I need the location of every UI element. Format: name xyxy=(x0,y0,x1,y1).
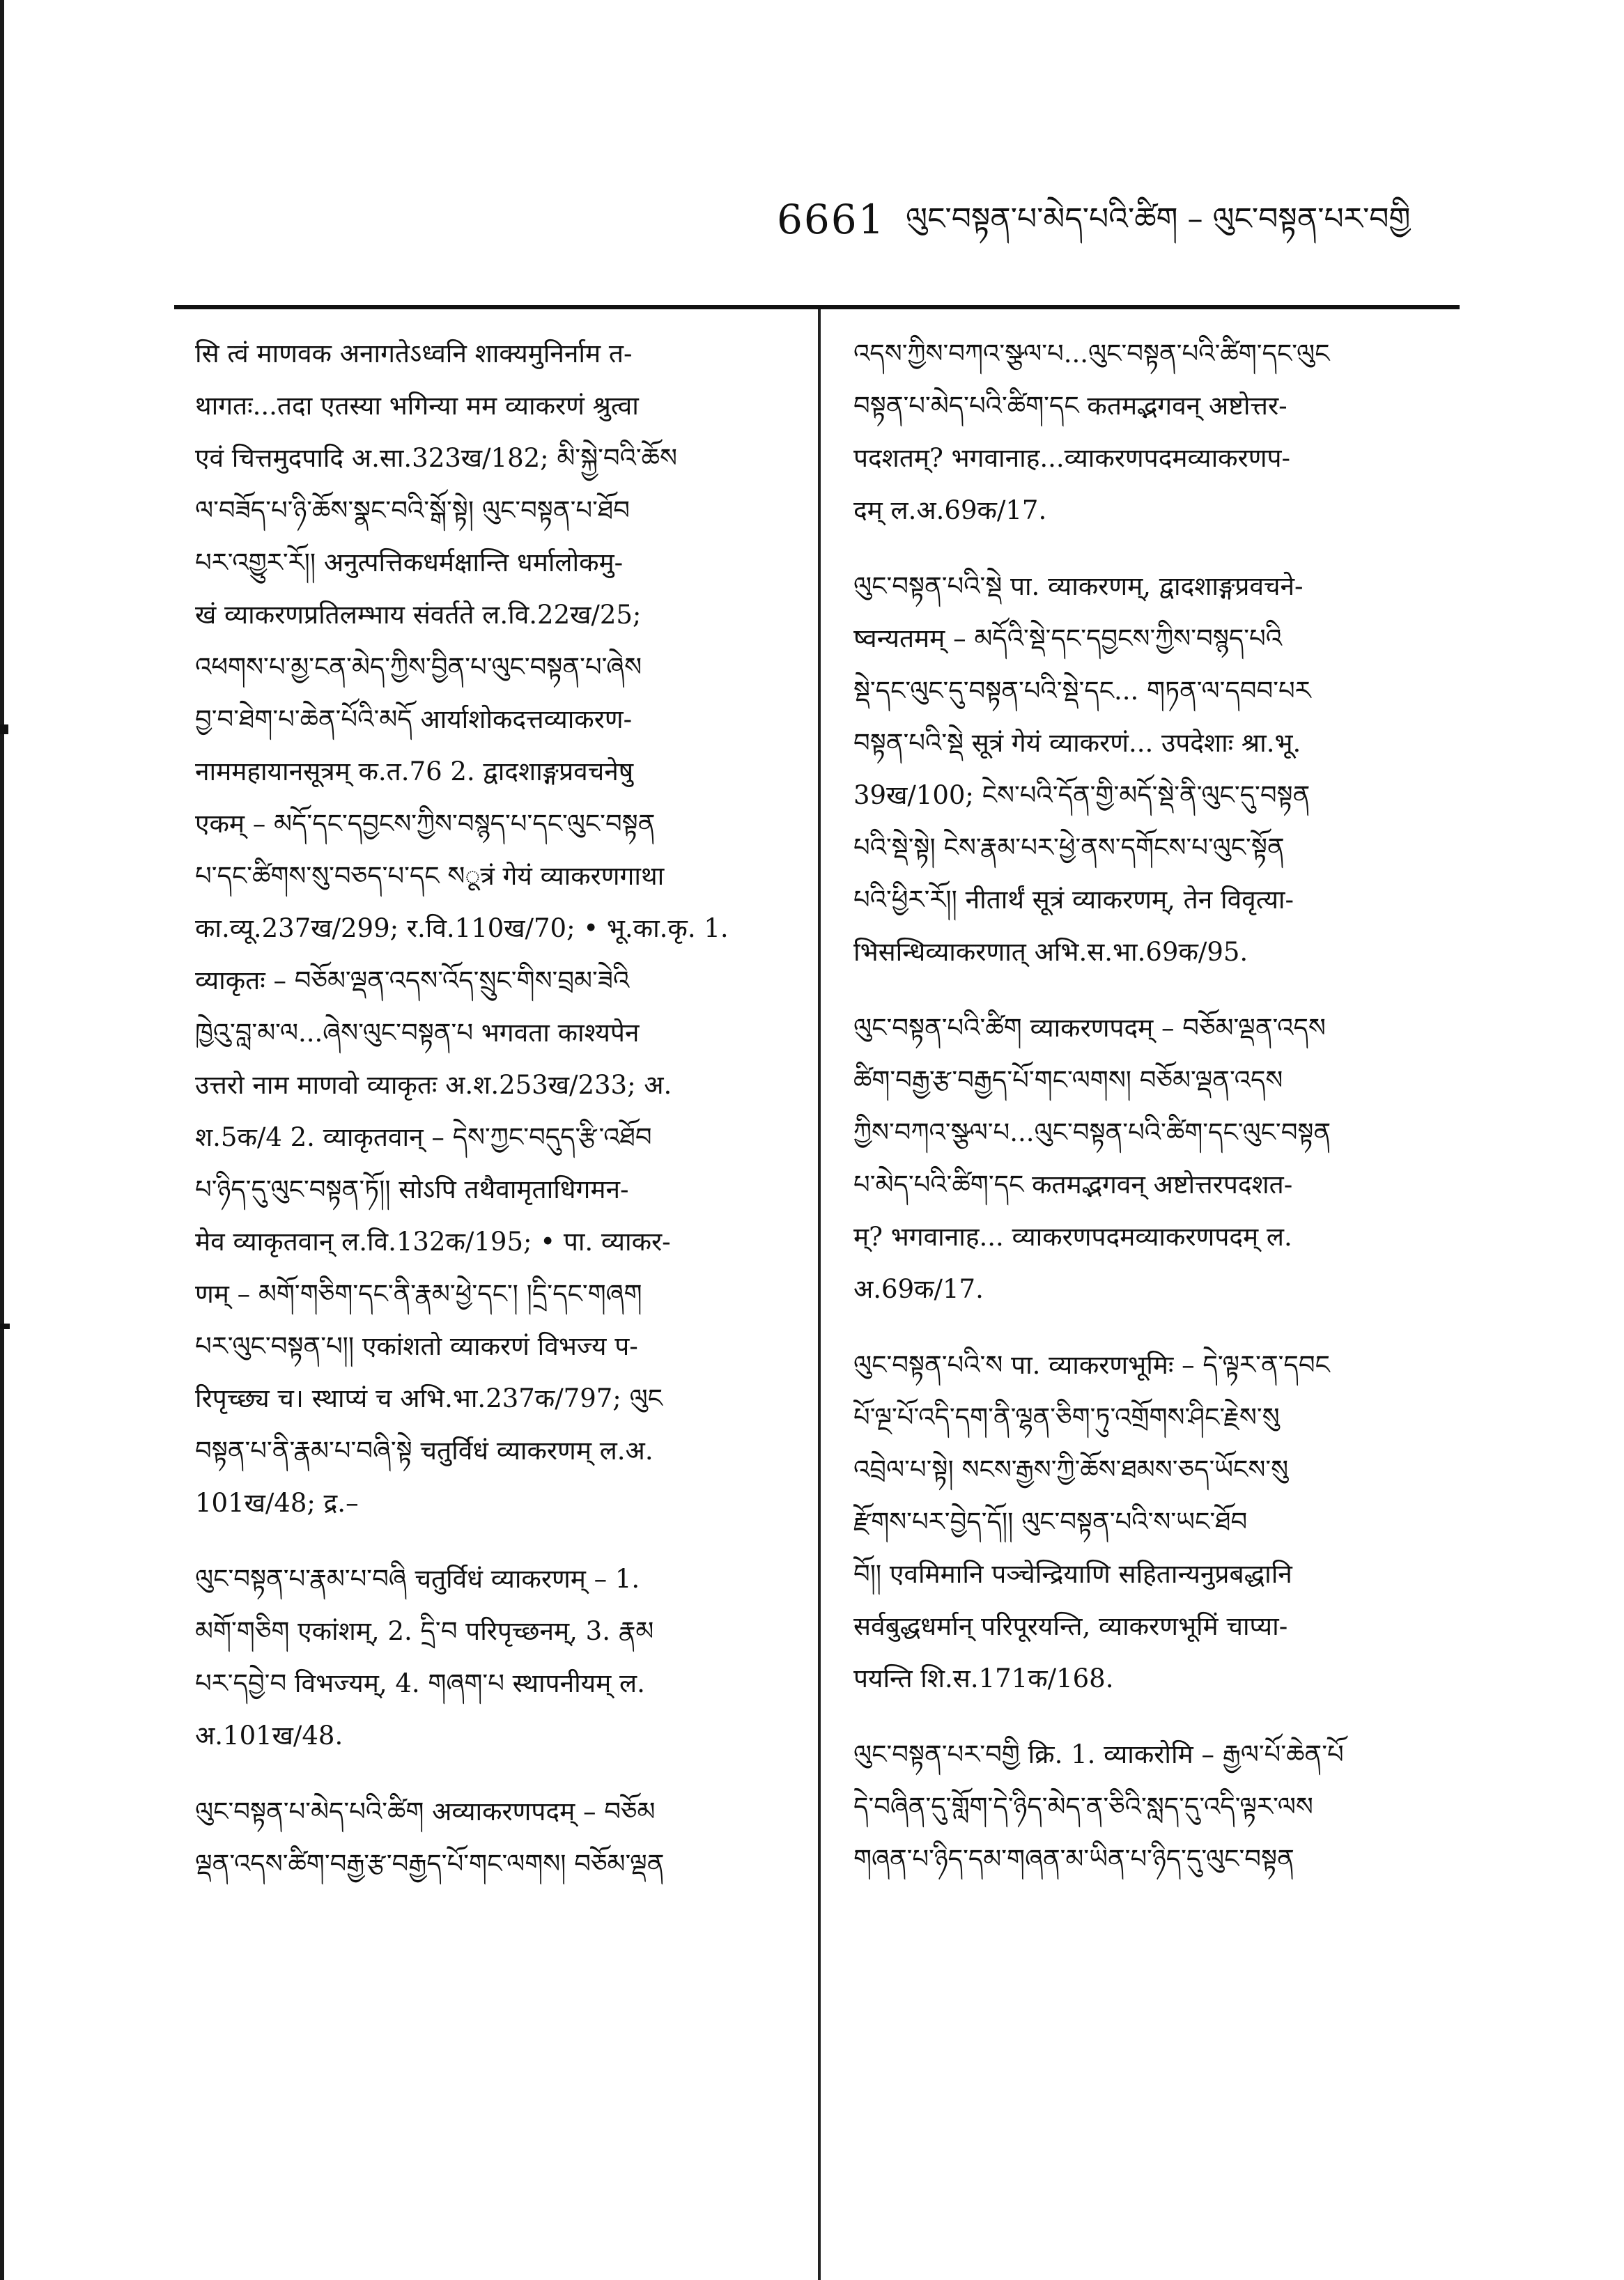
entry-line: व्याकृतः – བཅོམ་ལྡན་འདས་འོད་སྲུང་གིས་བྲམ་ཟེའི xyxy=(195,965,630,995)
entry-line: 39ख/100; ངེས་པའི་དོན་གྱི་མདོ་སྡེ་ནི་ལུང་དུ་བསྟན xyxy=(853,780,1310,810)
entry-line: थागतः...तदा एतस्या भगिन्या मम व्याकरणं श्रुत्वा xyxy=(195,391,639,421)
entry-line: सि त्वं माणवक अनागतेऽध्वनि शाक्यमुनिर्नाम त- xyxy=(195,339,633,369)
entry-line: अ.69क/17. xyxy=(853,1274,984,1304)
entry-line: का.व्यू.237ख/299; र.वि.110ख/70; • भू.का.कृ. 1. xyxy=(195,913,729,943)
page-number: 6661 xyxy=(777,196,886,243)
page-left-edge xyxy=(0,0,4,2280)
entry-line: ལུང་བསྟན་པ་མེད་པའི་ཚིག अव्याकरणपदम् – བཅོམ xyxy=(195,1797,656,1827)
entry-line: པའི་ཕྱིར་རོ།། नीतार्थं सूत्रं व्याकरणम्, तेन विवृत्या- xyxy=(853,885,1294,915)
header-rule xyxy=(174,305,1460,309)
entry-line: པར་དབྱེ་བ विभज्यम्, 4. གཞག་པ स्थापनीयम् ल. xyxy=(195,1668,645,1698)
entry-line: པའི་སྡེ་སྟེ། ངེས་རྣམ་པར་ཕྱེ་ནས་དགོངས་པ་ལུང་སྟོན xyxy=(853,832,1285,862)
entry-line: མགོ་གཅིག एकांशम्, 2. དྲི་བ परिपृच्छनम्, 3. རྣམ xyxy=(195,1616,654,1646)
dictionary-entry xyxy=(195,327,794,1529)
entry-line: दम् ल.अ.69क/17. xyxy=(853,495,1047,525)
entry-line: णम् – མགོ་གཅིག་དང་ནི་རྣམ་ཕྱེ་དང་། །དྲི་དང་གཞག xyxy=(195,1279,642,1309)
entry-line: भिसन्धिव्याकरणात् अभि.स.भा.69क/95. xyxy=(853,937,1248,967)
entry-line: དེ་བཞིན་དུ་གློག་དེ་ཉིད་མེད་ན་ཅིའི་སླད་དུ་འདི་ལྟར་ལས xyxy=(853,1792,1313,1822)
entry-line: སྡེ་དང་ལུང་དུ་བསྟན་པའི་སྡེ་དང... གཏན་ལ་དབབ་པར xyxy=(853,676,1311,706)
running-head: ལུང་བསྟན་པ་མེད་པའི་ཚིག – ལུང་བསྟན་པར་བགྱི xyxy=(906,201,1411,237)
entry-line: བསྟན་པའི་སྡེ सूत्रं गेयं व्याकरणं... उपदेशाः श्रा.भू. xyxy=(853,728,1301,758)
entry-line: अ.101ख/48. xyxy=(195,1721,343,1751)
entry-line: पयन्ति शि.स.171क/168. xyxy=(853,1664,1114,1693)
entry-line: ष्वन्यतमम् – མདོའི་སྡེ་དང་དབྱངས་ཀྱིས་བསྙད་པའི xyxy=(853,623,1283,653)
dictionary-entry xyxy=(195,1785,794,1890)
edge-mark xyxy=(0,1324,10,1329)
entry-line: पदशतम्? भगवानाह...व्याकरणपदमव्याकरणप- xyxy=(853,443,1290,473)
entry-line: श.5क/4 2. व्याकृतवान् – དེས་ཀྱང་བདུད་རྩི་འཐོབ xyxy=(195,1122,652,1152)
entry-line: 101ख/48; द्र.– xyxy=(195,1488,359,1518)
dictionary-entry xyxy=(195,1553,794,1762)
entry-line: ལུང་བསྟན་པར་བགྱི क्रि. 1. व्याकरोमि – རྒྱལ་པོ་ཆེན་པོ xyxy=(853,1739,1344,1769)
left-column xyxy=(195,327,794,1914)
entry-line: सर्वबुद्धधर्मान् परिपूरयन्ति, व्याकरणभूमिं चाप्या- xyxy=(853,1611,1288,1641)
entry-line: པ་མེད་པའི་ཚིག་དང कतमद्भगवन् अष्टोत्तरपदशत- xyxy=(853,1170,1293,1200)
entry-line: པར་འགྱུར་རོ།། अनुत्पत्तिकधर्मक्षान्ति धर्मालोकमु- xyxy=(195,548,624,577)
page-header xyxy=(0,188,1624,251)
entry-line: འདས་ཀྱིས་བཀའ་སྩལ་པ...ལུང་བསྟན་པའི་ཚིག་དང་ལུང xyxy=(853,339,1330,369)
entry-line: ལུང་བསྟན་པའི་སྡེ पा. व्याकरणम्, द्वादशाङ्गप्रवचने- xyxy=(853,571,1304,601)
entry-line: नाममहायानसूत्रम् क.त.76 2. द्वादशाङ्गप्रवचनेषु xyxy=(195,757,634,786)
entry-line: रिपृच्छ्य च। स्थाप्यं च अभि.भा.237क/797; ལུང xyxy=(195,1383,663,1413)
entry-line: ལུང་བསྟན་པའི་ས पा. व्याकरणभूमिः – དེ་ལྟར་ན་དབང xyxy=(853,1350,1330,1380)
entry-line: ལ་བཟོད་པ་ཉི་ཆོས་སྣང་བའི་སྒོ་སྟེ། ལུང་བསྟན་པ་ཐོབ xyxy=(195,495,630,525)
entry-line: འཕགས་པ་མྱ་ངན་མེད་ཀྱིས་བྱིན་པ་ལུང་བསྟན་པ་ཞེས xyxy=(195,652,642,682)
entry-line: ལུང་བསྟན་པའི་ཚིག व्याकरणपदम् – བཅོམ་ལྡན་འདས xyxy=(853,1013,1326,1043)
dictionary-entry xyxy=(853,327,1453,536)
entry-line: ཁྱེའུ་བླ་མ་ལ...ཞེས་ལུང་བསྟན་པ भगवता काश्यपेन xyxy=(195,1018,640,1048)
entry-line: एकम् – མདོ་དང་དབྱངས་ཀྱིས་བསྙད་པ་དང་ལུང་བསྟན xyxy=(195,809,656,839)
edge-mark xyxy=(0,724,8,734)
entry-line: པ་ཉིད་དུ་ལུང་བསྟན་ཏོ།། सोऽपि तथैवामृताधिगमन- xyxy=(195,1174,629,1204)
entry-line: འབྲེལ་པ་སྟེ། སངས་རྒྱས་ཀྱི་ཆོས་ཐམས་ཅད་ཡོངས་སུ xyxy=(853,1455,1289,1484)
entry-line: ལུང་བསྟན་པ་རྣམ་པ་བཞི चतुर्विधं व्याकरणम् – 1. xyxy=(195,1564,640,1594)
entry-line: ལྡན་འདས་ཚིག་བརྒྱ་རྩ་བརྒྱད་པོ་གང་ལགས། བཅོམ་ལྡན xyxy=(195,1849,665,1879)
dictionary-entry xyxy=(853,1002,1453,1315)
entry-line: བོ།། एवमिमानि पञ्चेन्द्रियाणि सहितान्यनुप्रबद्धानि xyxy=(853,1559,1292,1589)
column-divider xyxy=(818,309,821,2280)
entry-line: གཞན་པ་ཉིད་དམ་གཞན་མ་ཡིན་པ་ཉིད་དུ་ལུང་བསྟན xyxy=(853,1844,1294,1874)
entry-line: मेव व्याकृतवान् ल.वि.132क/195; • पा. व्याकर- xyxy=(195,1227,671,1257)
entry-line: ཚིག་བརྒྱ་རྩ་བརྒྱད་པོ་གང་ལགས། བཅོམ་ལྡན་འདས xyxy=(853,1065,1283,1095)
entry-line: उत्तरो नाम माणवो व्याकृतः अ.श.253ख/233; अ. xyxy=(195,1070,672,1100)
entry-line: བསྟན་པ་མེད་པའི་ཚིག་དང कतमद्भगवन् अष्टोत्तर- xyxy=(853,391,1287,421)
entry-line: ཀྱིས་བཀའ་སྩལ་པ...ལུང་བསྟན་པའི་ཚིག་དང་ལུང་བསྟན xyxy=(853,1117,1331,1147)
entry-line: རྫོགས་པར་བྱེད་དོ།། ལུང་བསྟན་པའི་ས་ཡང་ཐོབ xyxy=(853,1507,1248,1537)
dictionary-entry xyxy=(853,1339,1453,1705)
dictionary-entry xyxy=(853,1728,1453,1885)
entry-line: खं व्याकरणप्रतिलम्भाय संवर्तते ल.वि.22ख/25; xyxy=(195,600,642,630)
entry-line: བྱ་བ་ཐེག་པ་ཆེན་པོའི་མདོ आर्याशोकदत्तव्याकरण- xyxy=(195,704,633,734)
entry-line: པོ་ལྔ་པོ་འདི་དག་ནི་ལྷན་ཅིག་ཏུ་འགྲོགས་ཤིང་རྗེས་སུ xyxy=(853,1402,1280,1432)
entry-line: པར་ལུང་བསྟན་པ།། एकांशतो व्याकरणं विभज्य प- xyxy=(195,1331,638,1361)
entry-line: म्? भगवानाह... व्याकरणपदमव्याकरणपदम् ल. xyxy=(853,1222,1292,1252)
entry-line: པ་དང་ཚིགས་སུ་བཅད་པ་དང སूत्रं गेयं व्याकरणगाथा xyxy=(195,861,665,891)
entry-line: एवं चित्तमुदपादि अ.सा.323ख/182; མི་སྐྱེ་བའི་ཆོས xyxy=(195,443,677,473)
entry-line: བསྟན་པ་ནི་རྣམ་པ་བཞི་སྟེ चतुर्विधं व्याकरणम् ल.अ. xyxy=(195,1436,654,1466)
dictionary-entry xyxy=(853,560,1453,978)
right-column xyxy=(853,327,1453,1909)
